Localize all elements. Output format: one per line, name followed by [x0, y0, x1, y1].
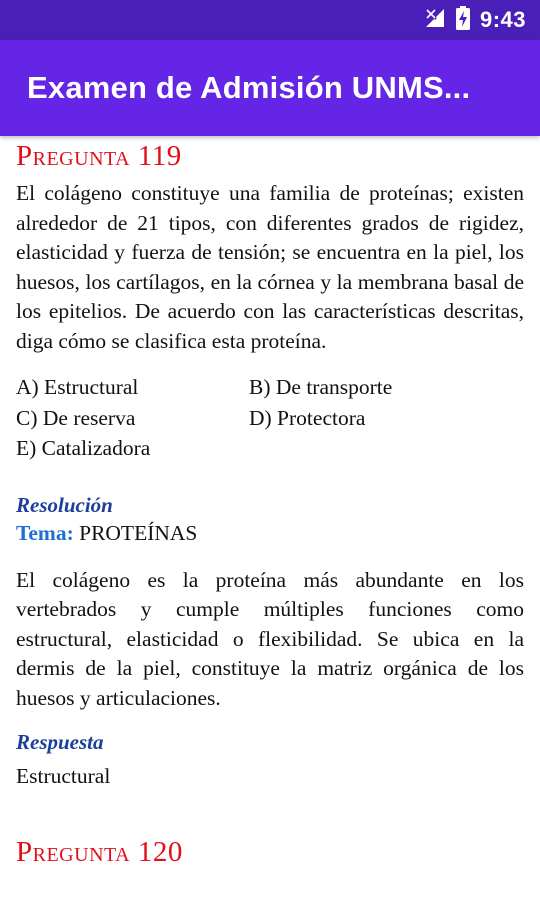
option-b: B) De transporte	[249, 375, 393, 399]
app-title: Examen de Admisión UNMS...	[27, 70, 471, 105]
resolution-heading: Resolución	[16, 492, 113, 517]
answer-value: Estructural	[16, 764, 111, 788]
next-question-title	[16, 836, 524, 869]
option-e: E) Catalizadora	[16, 436, 151, 460]
question-number: 119	[137, 140, 182, 172]
topic-value: PROTEÍNAS	[79, 520, 198, 545]
status-time: 9:43	[479, 7, 526, 32]
app-bar	[0, 40, 540, 136]
question-label: Pregunta	[16, 140, 131, 172]
next-question-number: 120	[137, 836, 183, 868]
options-grid	[16, 372, 524, 464]
next-question-label: Pregunta	[16, 836, 131, 868]
resolution-text: El colágeno es la proteína más abundante en los vertebrados y cumple múltiples funciones como estructural, elasticidad o flexibilidad. Se ubica en la dermis de la piel, constituye la matriz orgánica de los huesos y articulaciones.	[16, 567, 524, 710]
option-d: D) Protectora	[249, 405, 366, 430]
status-bar	[0, 0, 540, 40]
battery-charging-icon	[456, 6, 470, 35]
option-c: C) De reserva	[16, 405, 136, 430]
topic-line	[16, 518, 524, 548]
question-text: El colágeno constituye una familia de proteínas; existen alrededor de 21 tipos, con diferentes grados de rigidez, elasticidad y fuerza de tensión; se encuentra en la piel, los huesos, los cartílagos, en la córnea y la membrana basal de los epitelios. De acuerdo con las características descritas, diga cómo se clasifica esta proteína.	[16, 181, 524, 353]
option-a: A) Estructural	[16, 375, 139, 399]
question-title	[16, 140, 524, 173]
answer-heading: Respuesta	[16, 730, 104, 754]
topic-label: Tema:	[16, 520, 74, 545]
question-content	[0, 140, 540, 869]
signal-off-icon	[424, 7, 446, 34]
